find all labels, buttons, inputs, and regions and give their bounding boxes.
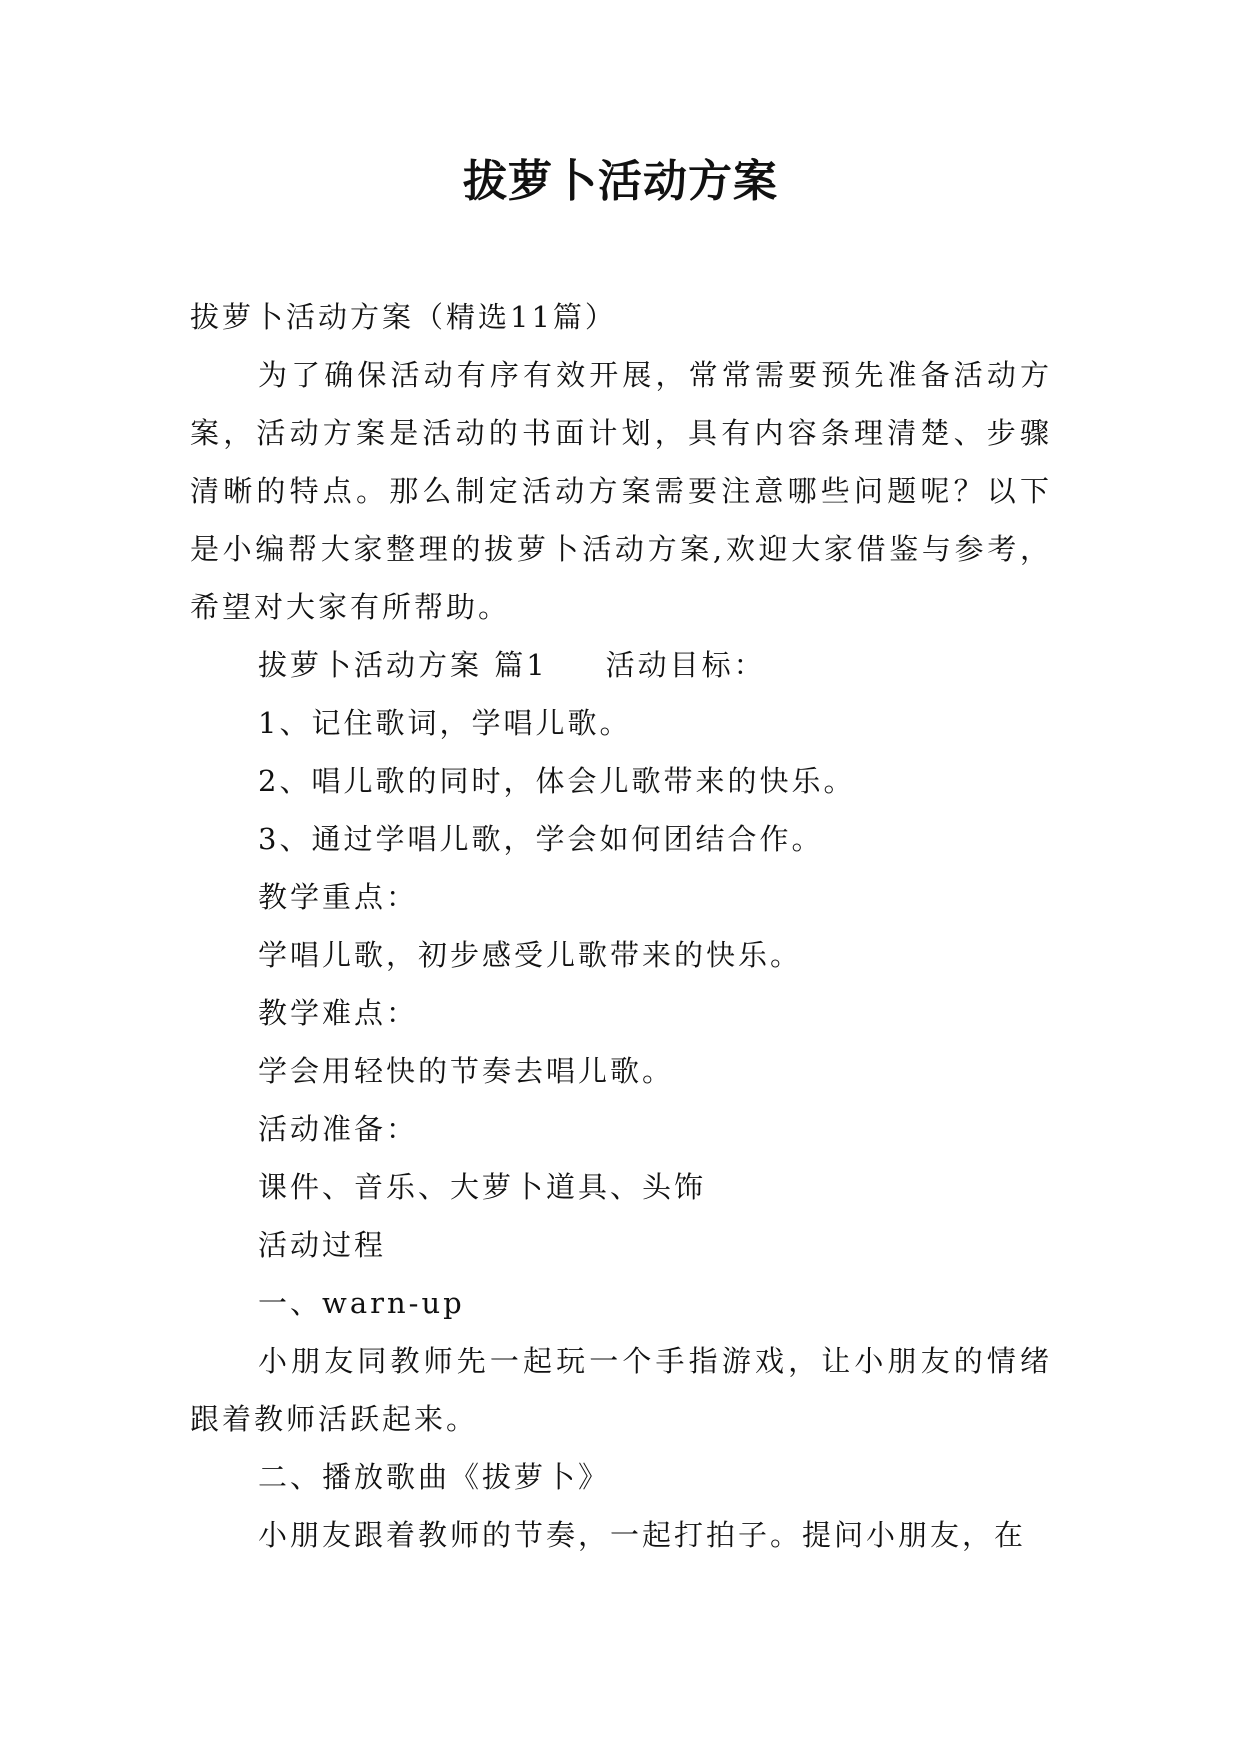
goal-item: 3、通过学唱儿歌，学会如何团结合作。	[258, 822, 824, 856]
document-subtitle: 拔萝卜活动方案（精选11篇）	[190, 300, 617, 334]
section-heading: 拔萝卜活动方案 篇1	[258, 648, 548, 682]
key-point-label: 教学重点：	[258, 880, 419, 914]
process-label: 活动过程	[258, 1228, 387, 1262]
step2-text: 小朋友跟着教师的节奏，一起打拍子。提问小朋友，在	[258, 1518, 1027, 1552]
section-heading-line	[190, 636, 1052, 694]
goal-item: 2、唱儿歌的同时，体会儿歌带来的快乐。	[258, 764, 856, 798]
step1-heading: 一、warn-up	[258, 1286, 465, 1320]
prep-label: 活动准备：	[258, 1112, 419, 1146]
document-title: 拔萝卜活动方案	[463, 156, 778, 207]
difficulty-label: 教学难点：	[258, 996, 419, 1030]
goal-item: 1、记住歌词，学唱儿歌。	[258, 706, 632, 740]
key-point-text: 学唱儿歌，初步感受儿歌带来的快乐。	[258, 938, 803, 972]
step1-text: 小朋友同教师先一起玩一个手指游戏，让小朋友的情绪跟着教师活跃起来。	[190, 1344, 1052, 1436]
step2-heading: 二、播放歌曲《拔萝卜》	[258, 1460, 611, 1494]
prep-text: 课件、音乐、大萝卜道具、头饰	[258, 1170, 707, 1204]
intro-paragraph: 为了确保活动有序有效开展，常常需要预先准备活动方案，活动方案是活动的书面计划，具有内容条理清楚、步骤清晰的特点。那么制定活动方案需要注意哪些问题呢？以下是小编帮大家整理的拔萝卜活动方案,欢迎大家借鉴与参考，希望对大家有所帮助。	[190, 358, 1052, 624]
goals-label: 活动目标：	[605, 648, 766, 682]
document-body	[190, 288, 1052, 1564]
difficulty-text: 学会用轻快的节奏去唱儿歌。	[258, 1054, 675, 1088]
